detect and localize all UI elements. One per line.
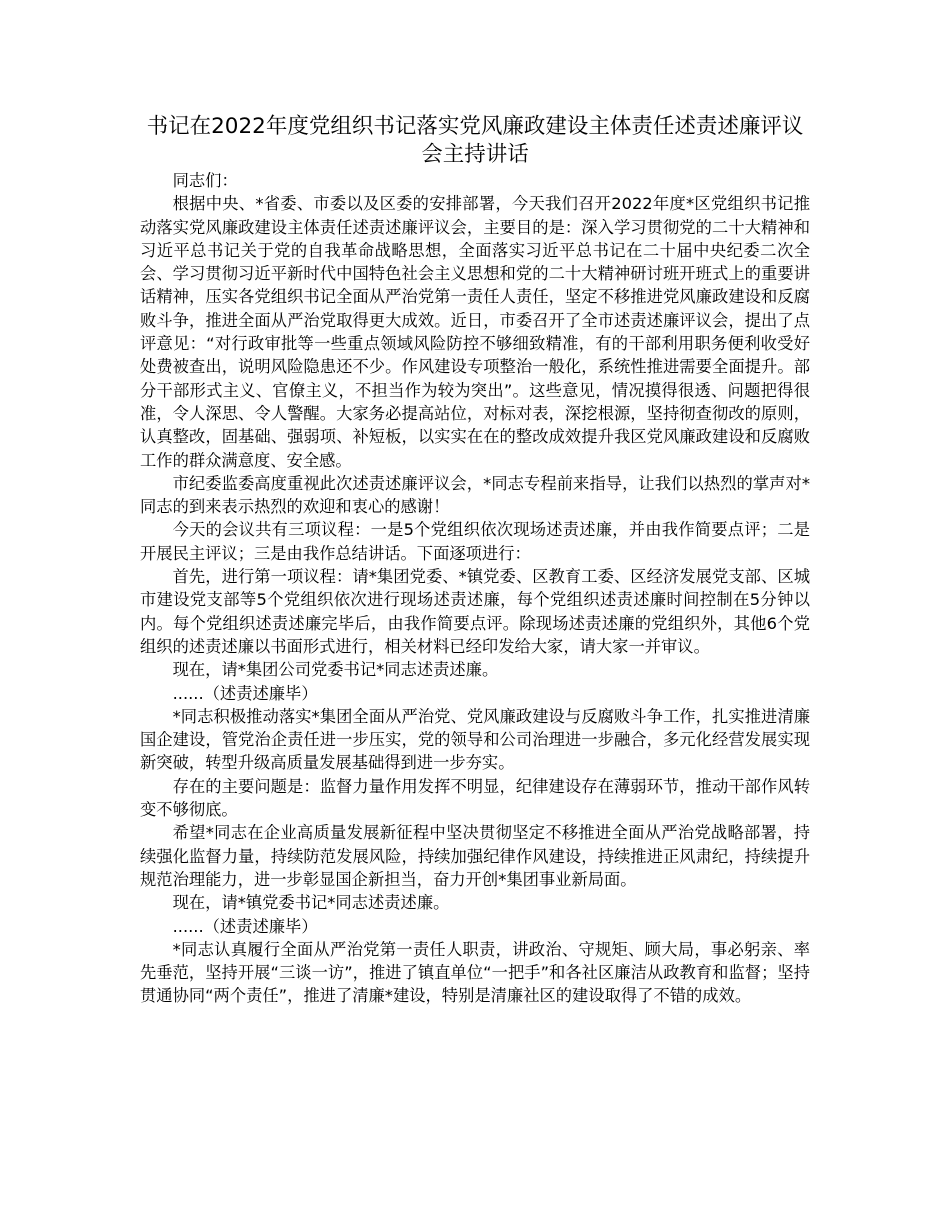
paragraph-group-problems: 存在的主要问题是：监督力量作用发挥不明显，纪律建设存在薄弱环节，推动干部作风转变不够彻底。 — [140, 776, 810, 820]
paragraph-agenda: 今天的会议共有三项议程：一是5个党组织依次现场述责述廉，并由我作简要点评；二是开展民主评议；三是由我作总结讲话。下面逐项进行： — [140, 520, 810, 563]
paragraph-opening: 根据中央、*省委、市委以及区委的安排部署，今天我们召开2022年度*区党组织书记推动落实党风廉政建设主体责任述责述廉评议会，主要目的是：深入学习贯彻党的二十大精神和习近平总书记关于党的自我革命战略思想，全面落实习近平总书记在二十届中央纪委二次全会、学习贯彻习近平新时代中国特色社会主义思想和党的二十大精神研讨班开班式上的重要讲话精神，压实各党组织书记全面从严治党第一责任人责任，坚定不移推进党风廉政建设和反腐败斗争，推进全面从严治党取得更大成效。近日，市委召开了全市述责述廉评议会，提出了点评意见：“对行政审批等一些重点领域风险防控不够细致精准，有的干部利用职务便利收受好处费被查出，说明风险隐患还不少。作风建设专项整治一般化，系统性推进需要全面提升。部分干部形式主义、官僚主义，不担当作为较为突出”。这些意见，情况摸得很透、问题把得很准，令人深思、令人警醒。大家务必提高站位，对标对表，深挖根源，坚持彻查彻改的原则，认真整改，固基础、强弱项、补短板，以实实在在的整改成效提升我区党风廉政建设和反腐败工作的群众满意度、安全感。 — [140, 194, 810, 470]
paragraph-report-end-2: ......（述责述廉毕） — [172, 916, 318, 936]
paragraph-call-town: 现在，请*镇党委书记*同志述责述廉。 — [172, 893, 450, 913]
document-page — [140, 113, 810, 1008]
paragraph-group-hope: 希望*同志在企业高质量发展新征程中坚决贯彻坚定不移推进全面从严治党战略部署，持续强化监督力量，持续防范发展风险，持续加强纪律作风建设，持续推进正风肃纪，持续提升规范治理能力，进一步彰显国企新担当，奋力开创*集团事业新局面。 — [140, 823, 810, 889]
paragraph-town-comment: *同志认真履行全面从严治党第一责任人职责，讲政治、守规矩、顾大局，事必躬亲、率先垂范，坚持开展“三谈一访”，推进了镇直单位“一把手”和各社区廉洁从政教育和监督；坚持贯通协同“两个责任”，推进了清廉*建设，特别是清廉社区的建设取得了不错的成效。 — [140, 939, 810, 1006]
salutation: 同志们： — [172, 171, 238, 190]
document-title: 书记在2022年度党组织书记落实党风廉政建设主体责任述责述廉评议会主持讲话 — [146, 114, 804, 167]
paragraph-first-item: 首先，进行第一项议程：请*集团党委、*镇党委、区教育工委、区经济发展党支部、区城市建设党支部等5个党组织依次进行现场述责述廉，每个党组织述责述廉时间控制在5分钟以内。每个党组织述责述廉完毕后，由我作简要点评。除现场述责述廉的党组织外，其他6个党组织的述责述廉以书面形式进行，相关材料已经印发给大家，请大家一并审议。 — [140, 567, 810, 656]
paragraph-group-comment: *同志积极推动落实*集团全面从严治党、党风廉政建设与反腐败斗争工作，扎实推进清廉国企建设，管党治企责任进一步压实，党的领导和公司治理进一步融合，多元化经营发展实现新突破，转型升级高质量发展基础得到进一步夯实。 — [140, 706, 810, 773]
paragraph-welcome: 市纪委监委高度重视此次述责述廉评议会，*同志专程前来指导，让我们以热烈的掌声对*同志的到来表示热烈的欢迎和衷心的感谢！ — [140, 473, 810, 517]
paragraph-report-end-1: ......（述责述廉毕） — [172, 683, 318, 703]
paragraph-call-group: 现在，请*集团公司党委书记*同志述责述廉。 — [172, 660, 499, 680]
